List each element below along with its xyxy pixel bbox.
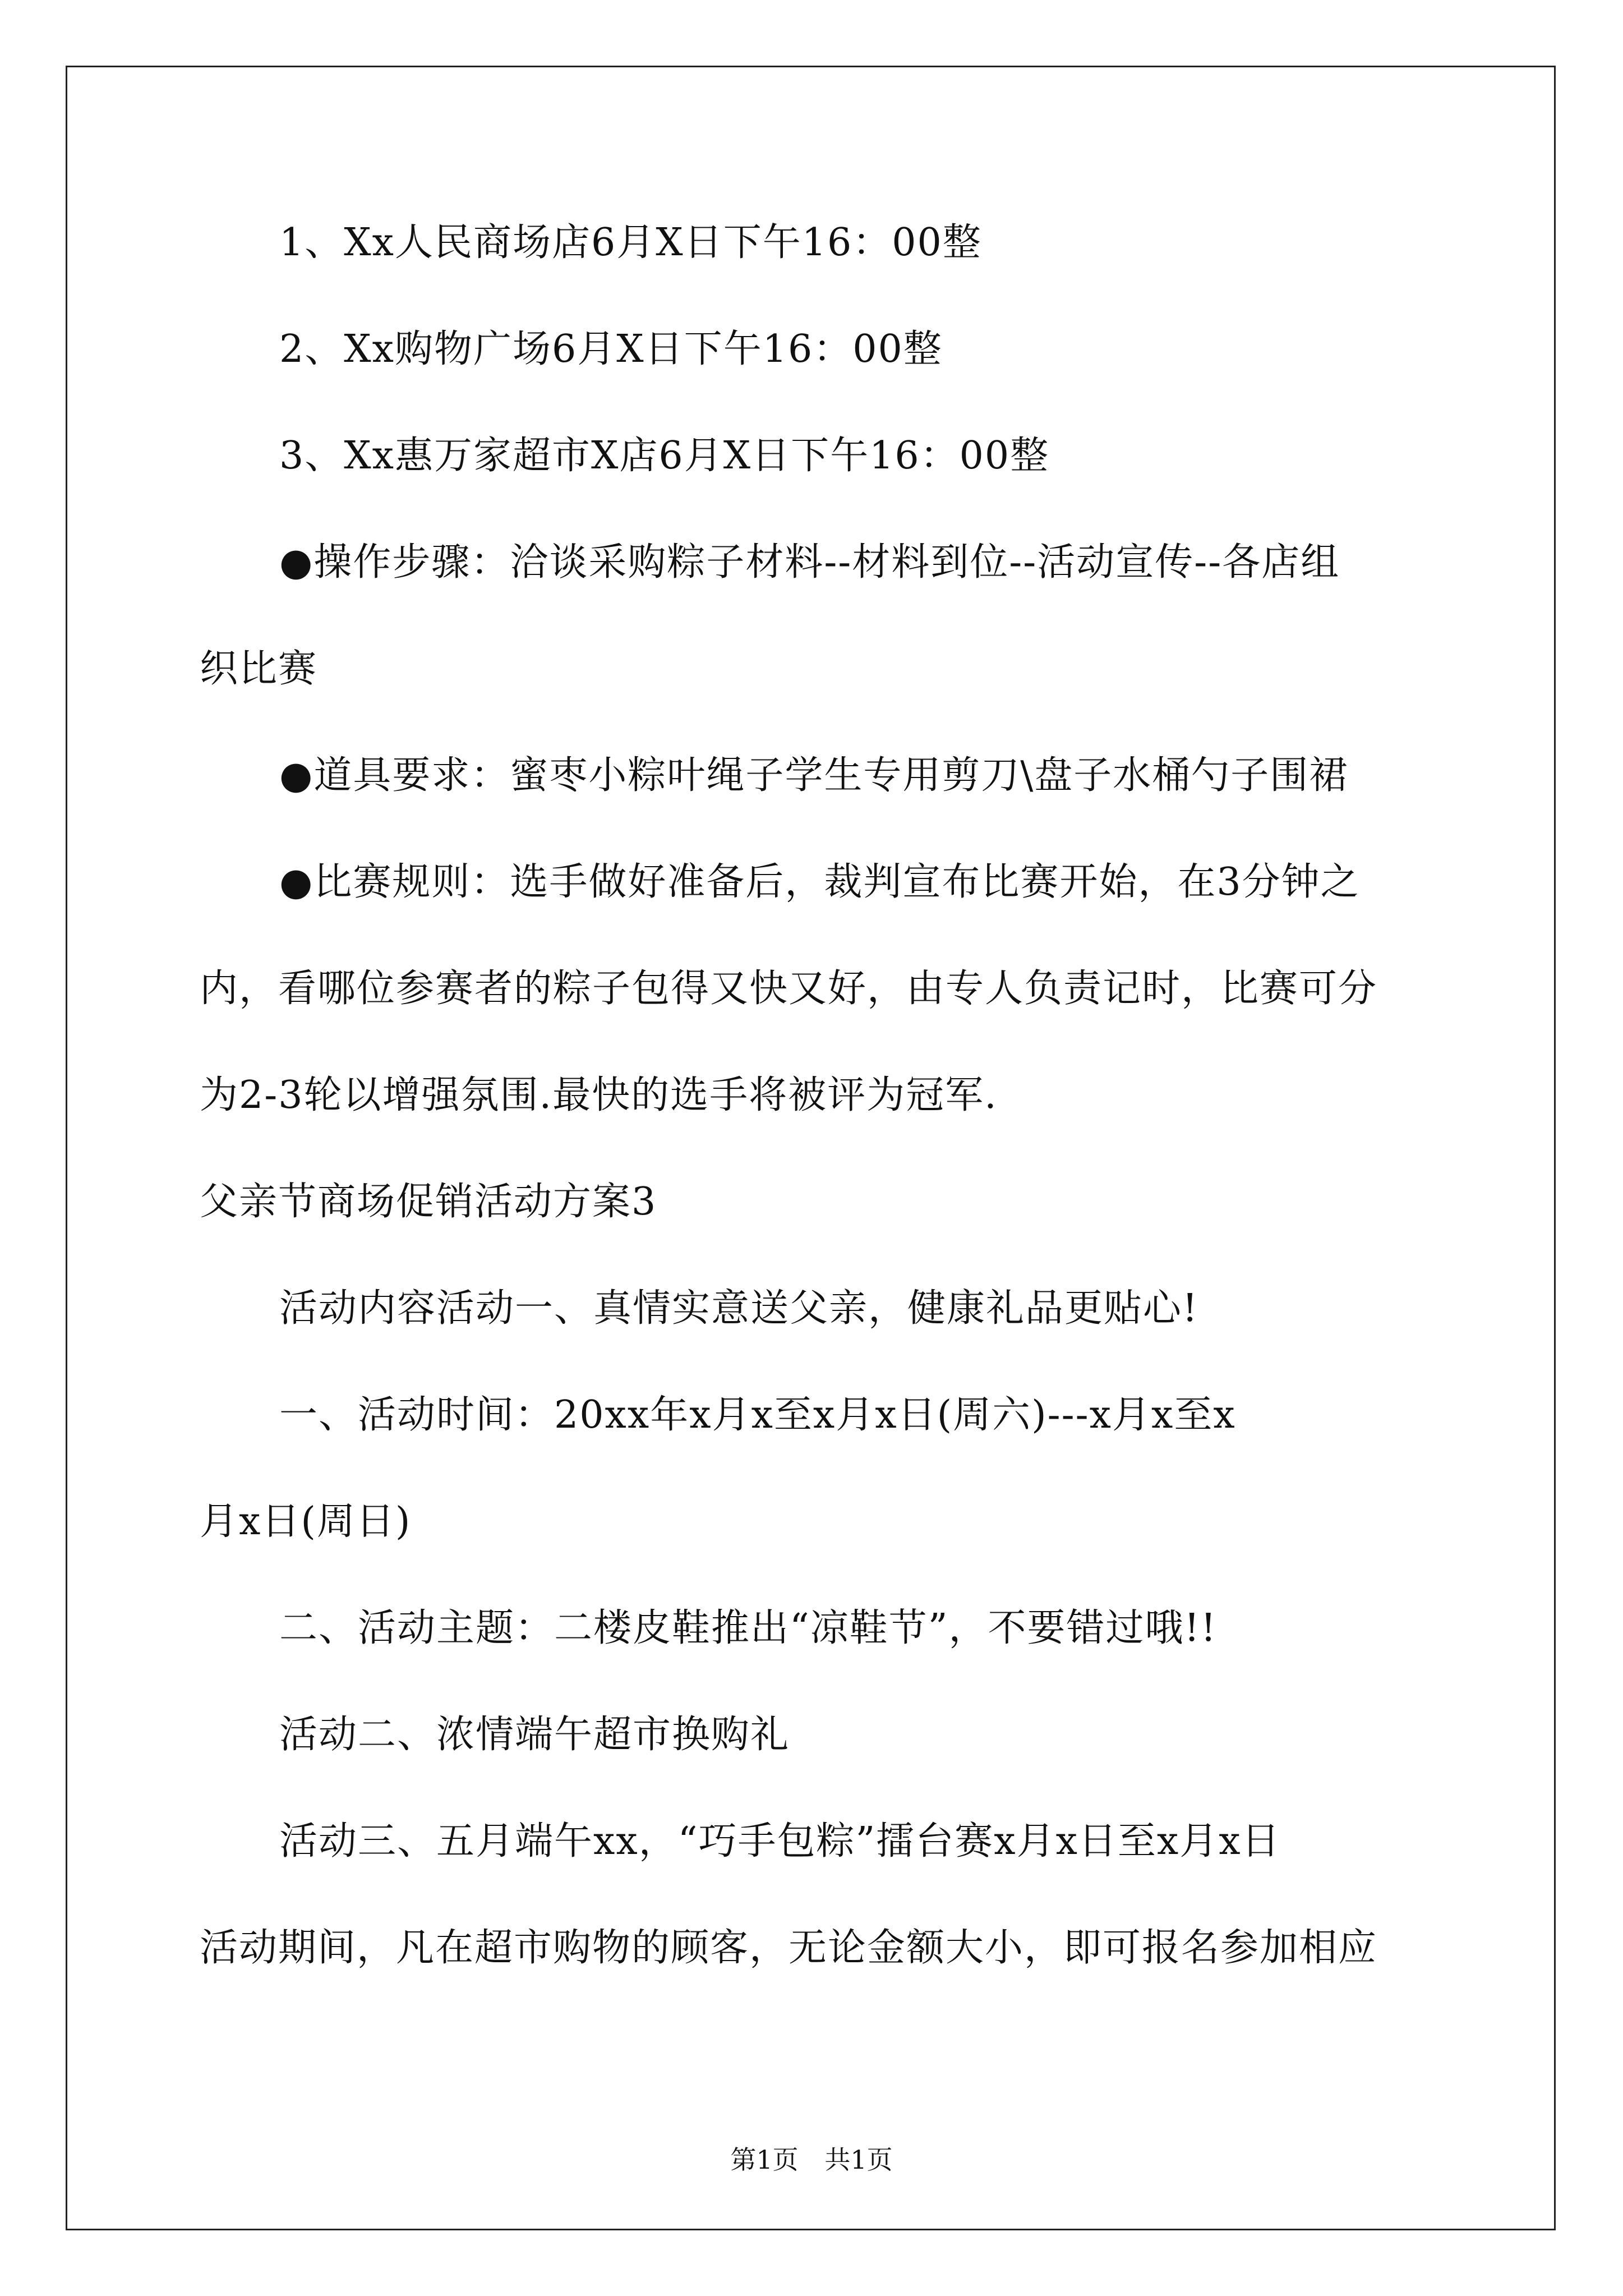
section-heading: 父亲节商场促销活动方案3	[200, 1180, 657, 1224]
paragraph-line: 活动期间，凡在超市购物的顾客，无论金额大小，即可报名参加相应	[200, 1926, 1378, 1970]
paragraph-line: 1、Xx人民商场店6月X日下午16：00整	[279, 220, 982, 265]
document-body	[200, 216, 1433, 2028]
paragraph-line: 二、活动主题：二楼皮鞋推出“凉鞋节”，不要错过哦!!	[279, 1606, 1218, 1650]
page-number: 第1页	[730, 2145, 799, 2175]
page-total: 共1页	[824, 2145, 893, 2175]
paragraph-line: 活动内容活动一、真情实意送父亲，健康礼品更贴心!	[279, 1286, 1199, 1331]
paragraph-line: 织比赛	[200, 647, 318, 691]
paragraph-line: 内，看哪位参赛者的粽子包得又快又好，由专人负责记时，比赛可分	[200, 967, 1378, 1011]
paragraph-line: 3、Xx惠万家超市X店6月X日下午16：00整	[279, 434, 1050, 478]
paragraph-line: ●比赛规则：选手做好准备后，裁判宣布比赛开始，在3分钟之	[279, 860, 1360, 904]
paragraph-line: 月x日(周日)	[200, 1499, 412, 1544]
paragraph-line: 活动二、浓情端午超市换购礼	[279, 1713, 790, 1757]
page-footer	[0, 2143, 1623, 2177]
paragraph-line: 2、Xx购物广场6月X日下午16：00整	[279, 327, 943, 371]
paragraph-line: 一、活动时间：20xx年x月x至x月x日(周六)---x月x至x	[279, 1393, 1236, 1437]
paragraph-line: 活动三、五月端午xx，“巧手包粽”擂台赛x月x日至x月x日	[279, 1819, 1281, 1864]
paragraph-line: ●道具要求：蜜枣小粽叶绳子学生专用剪刀\盘子水桶勺子围裙	[279, 753, 1349, 798]
paragraph-line: 为2-3轮以增强氛围.最快的选手将被评为冠军.	[200, 1073, 998, 1117]
paragraph-line: ●操作步骤：洽谈采购粽子材料--材料到位--活动宣传--各店组	[279, 540, 1340, 585]
